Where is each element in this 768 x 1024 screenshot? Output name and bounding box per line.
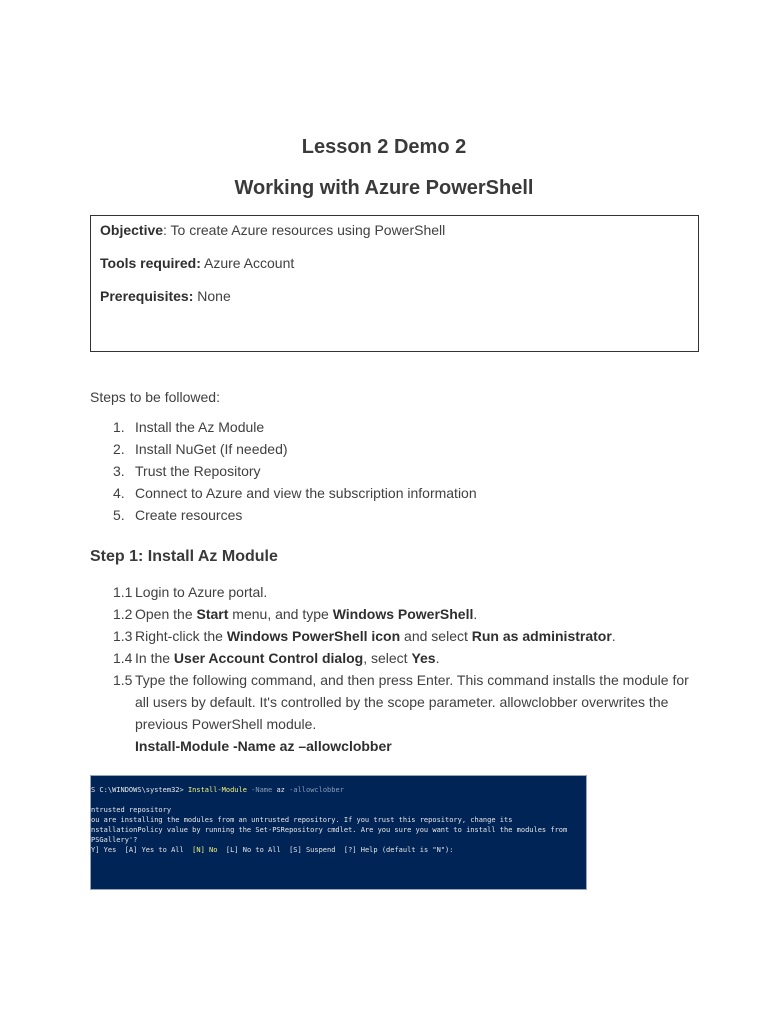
step1-heading: Step 1: Install Az Module xyxy=(90,548,278,565)
list-text: Install NuGet (If needed) xyxy=(135,441,288,457)
substep-number: 1.3 xyxy=(113,628,133,644)
list-item xyxy=(90,418,477,440)
steps-list xyxy=(90,418,477,528)
substep-1-2 xyxy=(113,603,693,625)
list-item xyxy=(90,484,477,506)
tools-label: Tools required: xyxy=(100,255,201,271)
substep-text: Login to Azure portal. xyxy=(135,584,268,600)
substep-number: 1.1 xyxy=(113,584,133,600)
tools-text: Azure Account xyxy=(200,255,295,271)
prereq-row xyxy=(100,288,689,321)
list-number: 1. xyxy=(113,419,125,435)
terminal-line: ntrusted repository xyxy=(91,806,172,814)
list-item xyxy=(90,440,477,462)
substep-number: 1.5 xyxy=(113,672,133,688)
substep-1-5 xyxy=(113,669,693,735)
substep-1-3 xyxy=(113,625,693,647)
terminal-prompt-line: S C:\WINDOWS\system32> Install-Module -Name az -allowclobber xyxy=(91,786,344,794)
list-number: 5. xyxy=(113,507,125,523)
terminal-line: nstallationPolicy value by running the Set-PSRepository cmdlet. Are you sure you want to install the modules from xyxy=(91,826,568,834)
terminal-line: PSGallery'? xyxy=(91,836,138,844)
objective-box xyxy=(90,215,699,352)
objective-row xyxy=(100,222,689,255)
substep-number: 1.2 xyxy=(113,606,133,622)
list-number: 2. xyxy=(113,441,125,457)
terminal-options-line: Y] Yes [A] Yes to All [N] No [L] No to All [S] Suspend [?] Help (default is "N"): xyxy=(91,846,454,854)
list-text: Trust the Repository xyxy=(135,463,261,479)
prereq-text: None xyxy=(193,288,231,304)
objective-text: : To create Azure resources using PowerShell xyxy=(163,222,446,238)
document-title: Lesson 2 Demo 2 xyxy=(301,136,467,158)
substep-text: Open the Start menu, and type Windows PowerShell. xyxy=(135,606,478,622)
substep-text: In the User Account Control dialog, select Yes. xyxy=(135,650,440,666)
objective-label: Objective xyxy=(100,222,164,238)
steps-intro: Steps to be followed: xyxy=(90,389,220,405)
install-command: Install-Module -Name az –allowclobber xyxy=(135,738,392,754)
substep-text: Type the following command, and then press Enter. This command installs the module for all users by default. It's controlled by the scope parameter. allowclobber overwrites the previous PowerShell module. xyxy=(135,672,689,732)
list-item xyxy=(90,462,477,484)
tools-row xyxy=(100,255,689,288)
list-text: Install the Az Module xyxy=(135,419,265,435)
step1-substeps xyxy=(113,581,693,757)
list-text: Connect to Azure and view the subscription information xyxy=(135,485,477,501)
substep-1-4 xyxy=(113,647,693,669)
document-subtitle: Working with Azure PowerShell xyxy=(234,177,534,199)
powershell-screenshot xyxy=(90,775,587,890)
terminal-line: ou are installing the modules from an untrusted repository. If you trust this repository, change its xyxy=(91,816,513,824)
prereq-label: Prerequisites: xyxy=(100,288,194,304)
list-number: 4. xyxy=(113,485,125,501)
list-item xyxy=(90,506,477,528)
substep-1-1 xyxy=(113,581,693,603)
list-number: 3. xyxy=(113,463,125,479)
list-text: Create resources xyxy=(135,507,243,523)
substep-number: 1.4 xyxy=(113,650,133,666)
substep-text: Right-click the Windows PowerShell icon and select Run as administrator. xyxy=(135,628,616,644)
